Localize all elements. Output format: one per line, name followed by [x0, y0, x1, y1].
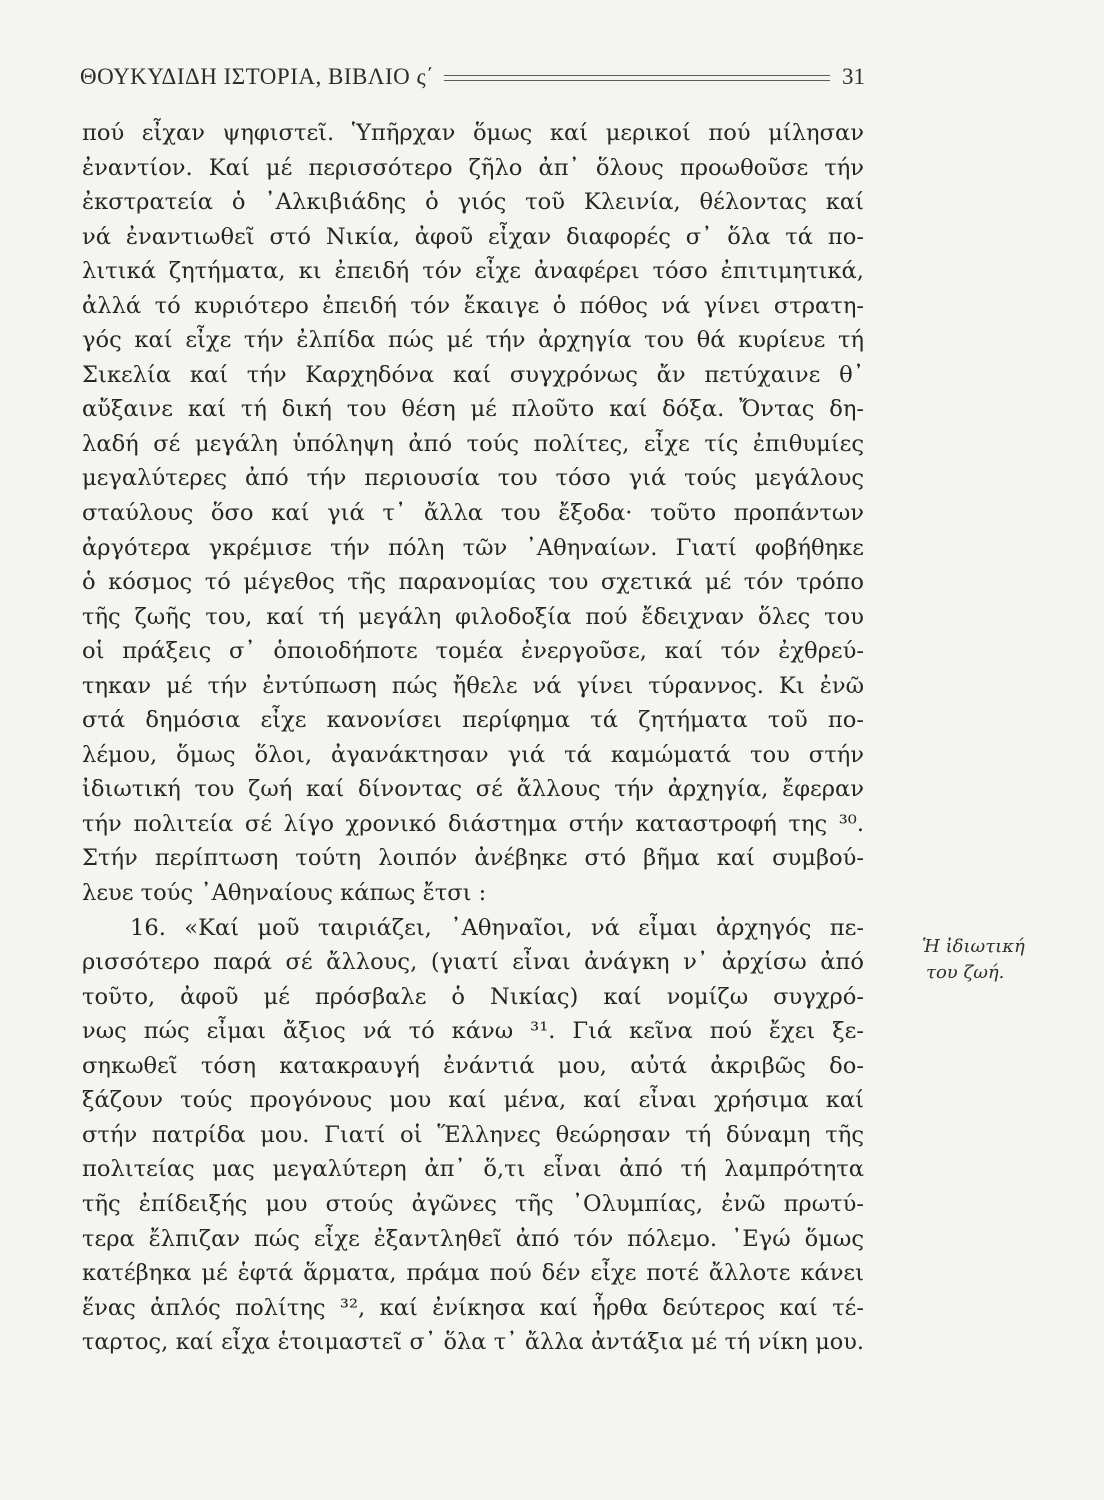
text-line: σηκωθεῖ τόση κατακραυγή ἐνάντιά μου, αὐτά ἀκριβῶς δο- [82, 1052, 864, 1079]
text-line: ταρτος, καί εἶχα ἑτοιμαστεῖ σ᾽ ὅλα τ᾽ ἄλλα ἀντάξια μέ τή νίκη μου. [82, 1329, 864, 1356]
text-line: στά δημόσια εἶχε κανονίσει περίφημα τά ζητήματα τοῦ πο- [82, 707, 864, 734]
text-line: λαδή σέ μεγάλη ὑπόληψη ἀπό τούς πολίτες, εἶχε τίς ἐπιθυμίες [82, 430, 864, 457]
text-line: ὁ κόσμος τό μέγεθος τῆς παρανομίας του σχετικά μέ τόν τρόπο [82, 569, 864, 596]
text-line: τήν πολιτεία σέ λίγο χρονικό διάστημα στήν καταστροφή της ³⁰. [82, 810, 864, 837]
margin-note-line: του ζωή. [926, 962, 1005, 983]
text-line: νως πώς εἶμαι ἄξιος νά τό κάνω ³¹. Γιά κεῖνα πού ἔχει ξε- [82, 1018, 864, 1045]
text-line: λιτικά ζητήματα, κι ἐπειδή τόν εἶχε ἀναφέρει τόσο ἐπιτιμητικά, [82, 258, 864, 285]
text-line: γός καί εἶχε τήν ἐλπίδα πώς μέ τήν ἀρχηγία του θά κυρίευε τή [82, 327, 864, 354]
text-line: τῆς ἐπίδειξής μου στούς ἀγῶνες τῆς ᾽Ολυμπίας, ἐνῶ πρωτύ- [82, 1190, 864, 1217]
margin-note [922, 934, 1052, 986]
text-line: ἀλλά τό κυριότερο ἐπειδή τόν ἔκαιγε ὁ πόθος νά γίνει στρατη- [82, 292, 864, 319]
text-line: κατέβηκα μέ ἑφτά ἅρματα, πράμα πού δέν εἶχε ποτέ ἄλλοτε κάνει [82, 1260, 864, 1287]
text-line: 16. «Καί μοῦ ταιριάζει, ᾽Αθηναῖοι, νά εἶμαι ἀρχηγός πε- [130, 914, 864, 941]
text-line: λευε τούς ᾽Αθηναίους κάπως ἔτσι : [82, 880, 487, 907]
text-line: τερα ἔλπιζαν πώς εἶχε ἐξαντληθεῖ ἀπό τόν πόλεμο. ᾽Εγώ ὅμως [82, 1225, 864, 1252]
text-line: Στήν περίπτωση τούτη λοιπόν ἀνέβηκε στό βῆμα καί συμβού- [82, 845, 864, 872]
text-line: πολιτείας μας μεγαλύτερη ἀπ᾽ ὅ,τι εἶναι ἀπό τή λαμπρότητα [82, 1156, 864, 1183]
text-line: τηκαν μέ τήν ἐντύπωση πώς ἤθελε νά γίνει τύραννος. Κι ἐνῶ [82, 672, 864, 699]
header-double-rule [444, 75, 830, 83]
text-line: ἕνας ἁπλός πολίτης ³², καί ἐνίκησα καί ἦρθα δεύτερος καί τέ- [82, 1294, 864, 1321]
body-text [82, 116, 864, 1360]
text-line: τοῦτο, ἀφοῦ μέ πρόσβαλε ὁ Νικίας) καί νομίζω συγχρό- [82, 983, 864, 1010]
text-line: μεγαλύτερες ἀπό τήν περιουσία του τόσο γιά τούς μεγάλους [82, 465, 864, 492]
text-line: ρισσότερο παρά σέ ἄλλους, (γιατί εἶναι ἀνάγκη ν᾽ ἀρχίσω ἀπό [82, 949, 864, 976]
page-number: 31 [842, 64, 865, 89]
text-line: οἱ πράξεις σ᾽ ὁποιοδήποτε τομέα ἐνεργοῦσε, καί τόν ἐχθρεύ- [82, 638, 864, 665]
text-line: ἀργότερα γκρέμισε τήν πόλη τῶν ᾽Αθηναίων. Γιατί φοβήθηκε [82, 534, 864, 561]
text-line: αὔξαινε καί τή δική του θέση μέ πλοῦτο καί δόξα. Ὄντας δη- [82, 396, 864, 423]
text-line: στήν πατρίδα μου. Γιατί οἱ Ἕλληνες θεώρησαν τή δύναμη τῆς [82, 1121, 864, 1148]
text-line: λέμου, ὅμως ὅλοι, ἀγανάκτησαν γιά τά καμώματά του στήν [82, 741, 864, 768]
text-line: ἐκστρατεία ὁ ᾽Αλκιβιάδης ὁ γιός τοῦ Κλεινία, θέλοντας καί [82, 189, 864, 216]
text-line: σταύλους ὅσο καί γιά τ᾽ ἄλλα του ἔξοδα· τοῦτο προπάντων [82, 500, 864, 527]
text-line: νά ἐναντιωθεῖ στό Νικία, ἀφοῦ εἶχαν διαφορές σ᾽ ὅλα τά πο- [82, 223, 864, 250]
margin-note-line: Ἡ ἰδιωτική [922, 936, 1025, 957]
text-line: τῆς ζωῆς του, καί τή μεγάλη φιλοδοξία πού ἔδειχναν ὅλες του [82, 603, 864, 630]
running-title: ΘΟΥΚΥΔΙΔΗ ΙΣΤΟΡΙΑ, ΒΙΒΛΙΟ ς΄ [80, 64, 435, 89]
running-head [80, 60, 865, 94]
text-line: πού εἶχαν ψηφιστεῖ. Ὑπῆρχαν ὅμως καί μερικοί πού μίλησαν [82, 120, 864, 146]
text-line: ἰδιωτική του ζωή καί δίνοντας σέ ἄλλους τήν ἀρχηγία, ἔφεραν [82, 776, 864, 803]
text-line: Σικελία καί τήν Καρχηδόνα καί συγχρόνως ἄν πετύχαινε θ᾽ [82, 361, 864, 388]
text-line: ἐναντίον. Καί μέ περισσότερο ζῆλο ἀπ᾽ ὅλους προωθοῦσε τήν [82, 154, 864, 181]
text-line: ξάζουν τούς προγόνους μου καί μένα, καί εἶναι χρήσιμα καί [82, 1087, 864, 1114]
